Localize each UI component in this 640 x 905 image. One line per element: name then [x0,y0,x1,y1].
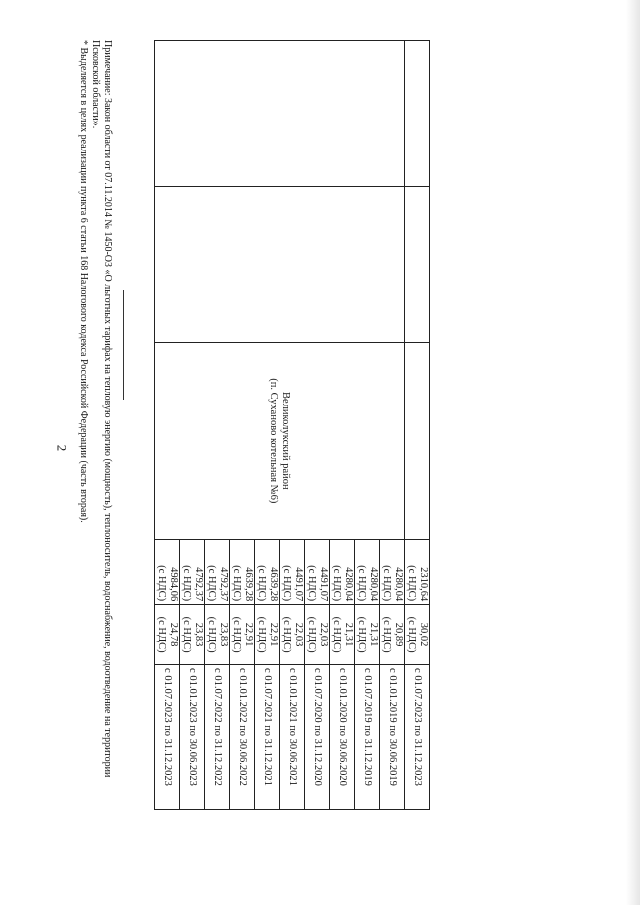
period-cell-value: с 01.07.2020 по 31.12.2020 [312,668,323,786]
water-tariff-cell-vat: (с НДС) [356,616,367,653]
period-cell-value: с 01.01.2023 по 30.06.2023 [187,668,198,786]
period-cell-value: с 01.01.2022 по 30.06.2022 [237,668,248,786]
empty-cell [405,41,430,187]
period-cell [305,665,330,810]
heat-tariff-cell-value: 4491,07 [318,567,329,602]
water-tariff-cell-value: 22,03 [293,622,304,647]
period-cell [180,665,205,810]
period-cell-value: с 01.01.2019 по 30.06.2019 [387,668,398,786]
water-tariff-cell [355,605,380,665]
water-tariff-cell-vat: (с НДС) [206,616,217,653]
heat-tariff-cell [355,540,380,605]
water-tariff-cell-vat: (с НДС) [181,616,192,653]
heat-tariff-cell-vat: (с НДС) [156,565,167,602]
period-cell-value: с 01.07.2023 по 31.12.2023 [412,668,423,786]
tariff-table [154,40,430,810]
water-tariff-cell-vat: (с НДС) [306,616,317,653]
water-tariff-cell-value: 22,91 [268,622,279,647]
heat-tariff-cell-value: 4792,37 [193,567,204,602]
scan-edge-shadow [626,0,640,905]
district-name: Великолукский район [280,392,292,490]
heat-tariff-cell-value: 4280,04 [343,567,354,602]
water-tariff-cell-vat: (с НДС) [331,616,342,653]
table-row [380,41,405,810]
heat-tariff-cell-vat: (с НДС) [281,565,292,602]
water-tariff-cell-vat: (с НДС) [256,616,267,653]
water-tariff-cell-vat: (с НДС) [406,616,417,653]
water-tariff-cell-value: 21,31 [368,622,379,647]
heat-tariff-cell-vat: (с НДС) [306,565,317,602]
table-row [405,41,430,810]
rotated-page-content [78,40,430,820]
period-cell [405,665,430,810]
heat-tariff-cell [305,540,330,605]
period-cell-value: с 01.07.2019 по 31.12.2019 [362,668,373,786]
period-cell [355,665,380,810]
water-tariff-cell-vat: (с НДС) [231,616,242,653]
heat-tariff-cell [230,540,255,605]
boiler-location: (п. Суханово котельная №6) [268,378,280,504]
heat-tariff-cell-value: 4280,04 [368,567,379,602]
water-tariff-cell [205,605,230,665]
heat-tariff-cell [280,540,305,605]
page-number: 2 [54,444,70,452]
water-tariff-cell-value: 21,31 [343,622,354,647]
heat-tariff-cell-value: 2310,64 [418,567,429,602]
water-tariff-cell [380,605,405,665]
location-cell [155,342,405,539]
heat-tariff-cell [255,540,280,605]
water-tariff-cell-vat: (с НДС) [156,616,167,653]
period-cell-value: с 01.01.2020 по 30.06.2020 [337,668,348,786]
heat-tariff-cell [380,540,405,605]
heat-tariff-cell-value: 4639,28 [243,567,254,602]
heat-tariff-cell [330,540,355,605]
heat-tariff-cell-vat: (с НДС) [331,565,342,602]
water-tariff-cell [305,605,330,665]
heat-tariff-cell [155,540,180,605]
period-cell-value: с 01.07.2023 по 31.12.2023 [162,668,173,786]
period-cell-value: с 01.01.2021 по 30.06.2021 [287,668,298,786]
period-cell [230,665,255,810]
water-tariff-cell [330,605,355,665]
empty-cell [405,187,430,342]
heat-tariff-cell-vat: (с НДС) [356,565,367,602]
empty-cell [405,342,430,539]
water-tariff-cell-value: 23,83 [218,622,229,647]
water-tariff-cell [230,605,255,665]
water-tariff-cell [280,605,305,665]
water-tariff-cell-value: 22,91 [243,622,254,647]
heat-tariff-cell-vat: (с НДС) [406,565,417,602]
heat-tariff-cell-value: 4639,28 [268,567,279,602]
water-tariff-cell [180,605,205,665]
heat-tariff-cell [405,540,430,605]
note-line-1: Примечание: Закон области от 07.11.2014 № 1450-ОЗ «О льготных тарифах на тепловую энергию (мощность), теплоноситель, водоснабжение, водоотведение на территории Псковской области». [90,40,113,778]
heat-tariff-cell-value: 4280,04 [393,567,404,602]
water-tariff-cell [155,605,180,665]
empty-cell [155,187,405,342]
water-tariff-cell-value: 24,78 [168,622,179,647]
period-cell [380,665,405,810]
water-tariff-cell-value: 22,03 [318,622,329,647]
period-cell-value: с 01.07.2022 по 31.12.2022 [212,668,223,786]
heat-tariff-cell-vat: (с НДС) [381,565,392,602]
heat-tariff-cell-value: 4491,07 [293,567,304,602]
heat-tariff-cell [205,540,230,605]
heat-tariff-cell-value: 4984,06 [168,567,179,602]
heat-tariff-cell-vat: (с НДС) [231,565,242,602]
period-cell-value: с 01.07.2021 по 31.12.2021 [262,668,273,786]
water-tariff-cell-vat: (с НДС) [381,616,392,653]
separator-line [123,290,124,400]
heat-tariff-cell-vat: (с НДС) [206,565,217,602]
empty-cell [155,41,405,187]
footnote [77,40,113,820]
period-cell [280,665,305,810]
water-tariff-cell [255,605,280,665]
water-tariff-cell [405,605,430,665]
period-cell [255,665,280,810]
heat-tariff-cell-value: 4792,37 [218,567,229,602]
period-cell [330,665,355,810]
heat-tariff-cell [180,540,205,605]
heat-tariff-cell-vat: (с НДС) [256,565,267,602]
water-tariff-cell-vat: (с НДС) [281,616,292,653]
water-tariff-cell-value: 20,89 [393,622,404,647]
note-line-2: * Выделяется в целях реализации пункта 6 статьи 168 Налогового кодекса Российской Федерации (часть вторая). [78,40,89,523]
water-tariff-cell-value: 23,83 [193,622,204,647]
period-cell [155,665,180,810]
water-tariff-cell-value: 30,02 [418,622,429,647]
heat-tariff-cell-vat: (с НДС) [181,565,192,602]
period-cell [205,665,230,810]
